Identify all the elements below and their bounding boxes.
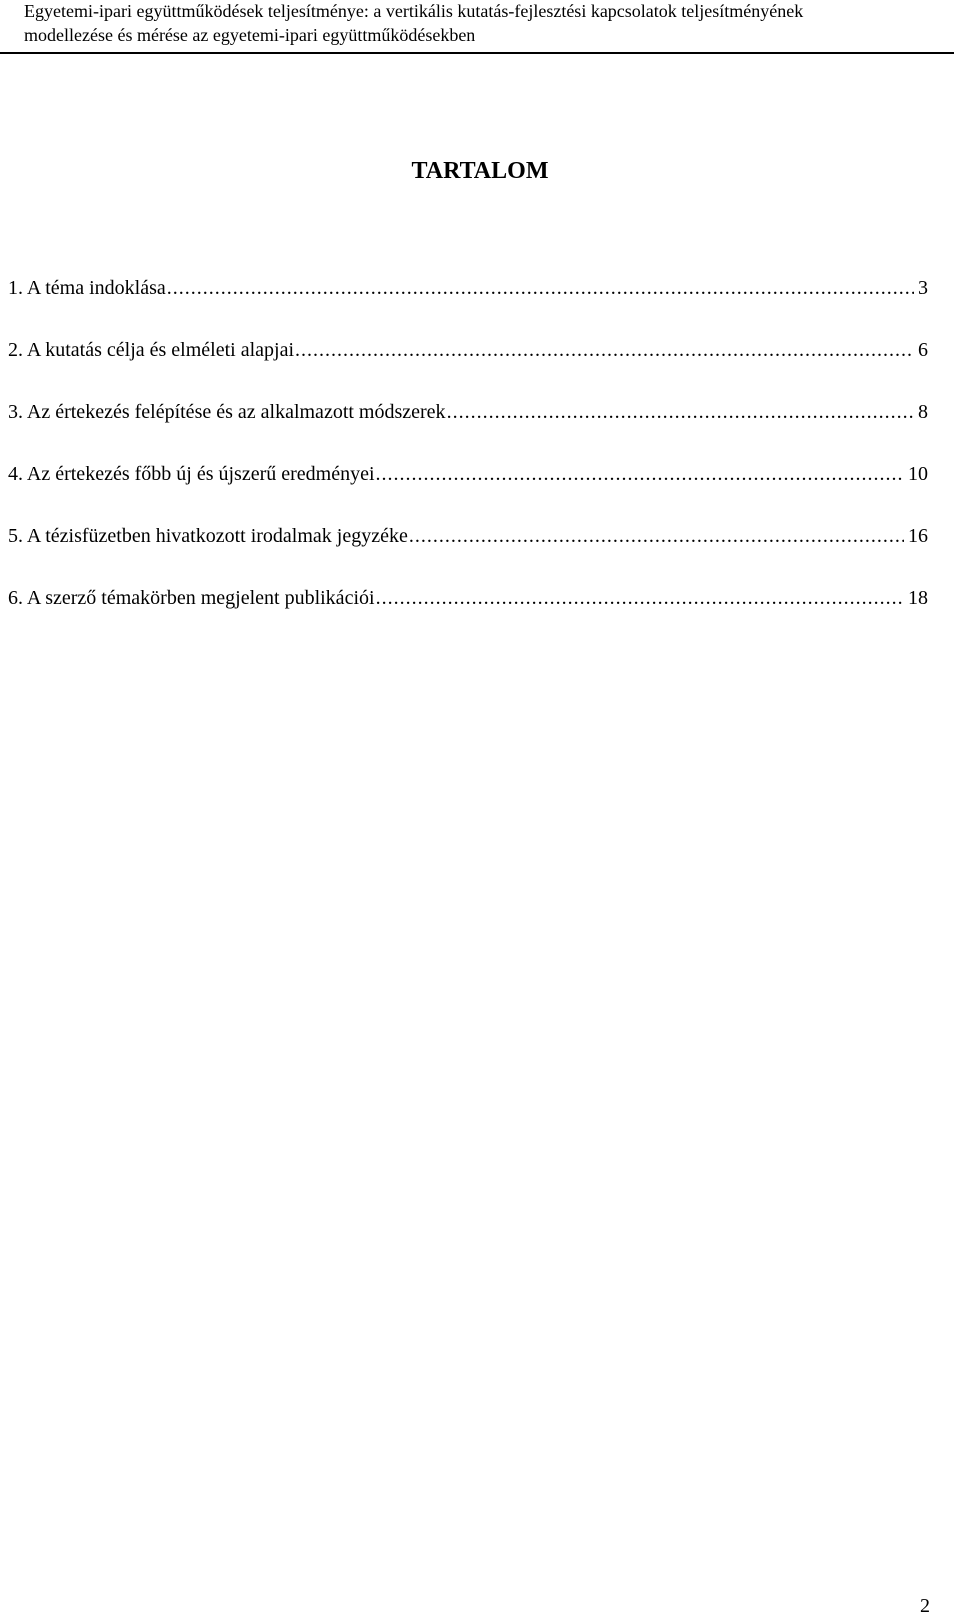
toc-dot-leader xyxy=(447,400,914,424)
toc-entry[interactable] xyxy=(8,338,928,400)
toc-dot-leader xyxy=(167,276,914,300)
toc-dot-leader xyxy=(376,462,904,486)
toc-entry[interactable] xyxy=(8,400,928,462)
toc-entry-page-number: 10 xyxy=(908,463,928,485)
toc-entry-page-number: 6 xyxy=(918,339,928,361)
toc-title: TARTALOM xyxy=(411,158,549,184)
toc-entry[interactable] xyxy=(8,524,928,586)
toc-dot-leader xyxy=(409,524,904,548)
toc-entry-page-number: 18 xyxy=(908,587,928,609)
toc-entry[interactable] xyxy=(8,586,928,648)
toc-entry-title: 4. Az értekezés főbb új és újszerű eredményei xyxy=(8,463,375,485)
toc-entry-title: 6. A szerző témakörben megjelent publikációi xyxy=(8,587,375,609)
toc-entry-page-number: 16 xyxy=(908,525,928,547)
toc-dot-leader xyxy=(376,586,904,610)
page-number: 2 xyxy=(920,1595,930,1617)
toc-entry-title: 5. A tézisfüzetben hivatkozott irodalmak jegyzéke xyxy=(8,525,408,547)
toc-dot-leader xyxy=(295,338,914,362)
toc-entry[interactable] xyxy=(8,462,928,524)
toc-entry[interactable] xyxy=(8,276,928,338)
running-header-line-1: Egyetemi-ipari együttműködések teljesítménye: a vertikális kutatás-fejlesztési kapcsolatok teljesítményének xyxy=(24,1,804,21)
toc-entry-title: 2. A kutatás célja és elméleti alapjai xyxy=(8,339,295,361)
running-header xyxy=(0,0,954,54)
toc-entry-page-number: 3 xyxy=(918,277,928,299)
toc-entry-title: 1. A téma indoklása xyxy=(8,277,166,299)
table-of-contents xyxy=(8,276,928,648)
toc-entry-page-number: 8 xyxy=(918,401,928,423)
toc-entry-title: 3. Az értekezés felépítése és az alkalmazott módszerek xyxy=(8,401,446,423)
running-header-line-2: modellezése és mérése az egyetemi-ipari együttműködésekben xyxy=(24,25,476,45)
